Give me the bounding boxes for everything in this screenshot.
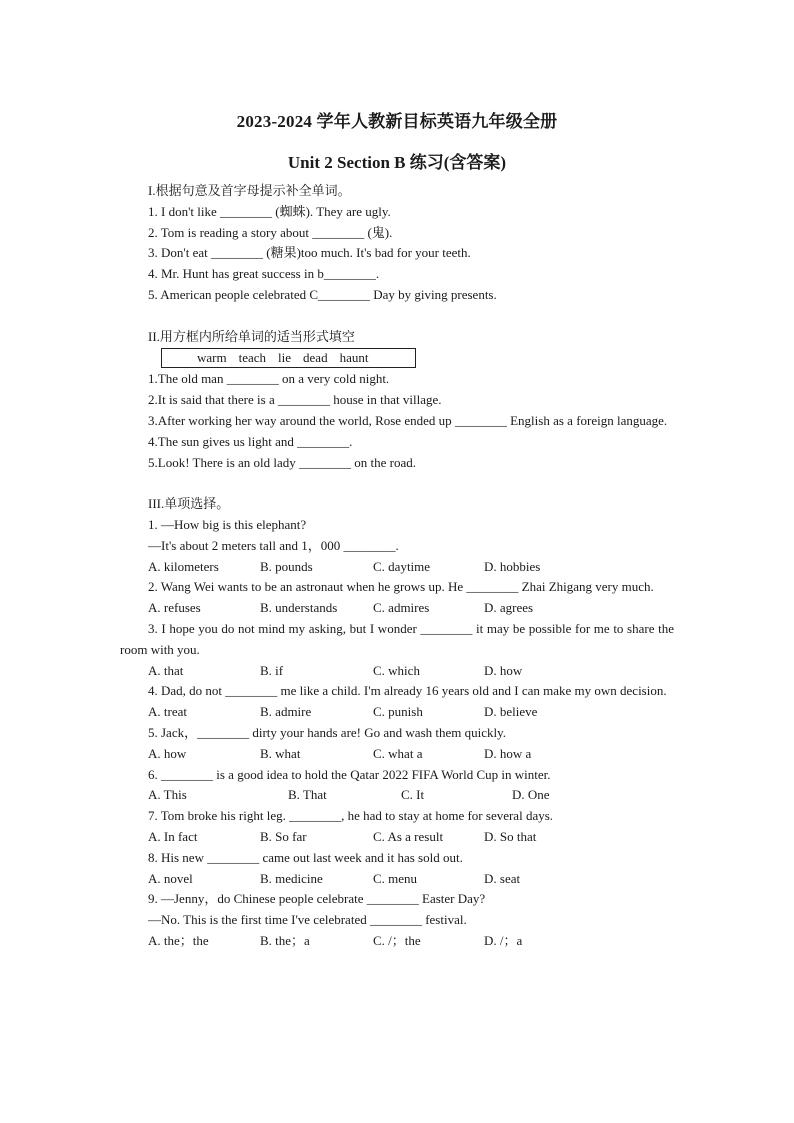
option: A. treat (148, 704, 187, 720)
question-stem: —No. This is the first time I've celebrated ________ festival. (148, 912, 467, 928)
question-stem: 8. His new ________ came out last week and it has sold out. (148, 849, 463, 865)
option: C. punish (373, 704, 423, 720)
answer-options (120, 661, 674, 682)
option: B. what (260, 745, 301, 761)
option: A. that (148, 662, 184, 678)
option: A. refuses (148, 600, 201, 616)
part1-item: 2. Tom is reading a story about ________ (鬼). (148, 224, 393, 240)
answer-options (120, 598, 674, 619)
option: C. admires (373, 600, 430, 616)
option: B. medicine (260, 870, 323, 886)
question-stem: 1. —How big is this elephant? (148, 516, 307, 532)
question-stem: 3. I hope you do not mind my asking, but I wonder ________ it may be possible for me to share the room with you. (120, 620, 674, 657)
question-stem: 7. Tom broke his right leg. ________, he had to stay at home for several days. (148, 808, 554, 824)
option: C. As a result (373, 828, 444, 844)
option: D. hobbies (484, 558, 541, 574)
document-title: 2023-2024 学年人教新目标英语九年级全册 (236, 112, 558, 131)
question-stem: 2. Wang Wei wants to be an astronaut when he grows up. He ________ Zhai Zhigang very much. (148, 579, 654, 595)
word-bank-word: warm (197, 349, 227, 365)
option: C. which (373, 662, 420, 678)
part1-heading: I.根据句意及首字母提示补全单词。 (148, 183, 351, 198)
part2-item: 5.Look! There is an old lady ________ on the road. (148, 454, 417, 470)
question-stem: 6. ________ is a good idea to hold the Qatar 2022 FIFA World Cup in winter. (148, 766, 551, 782)
option: B. So far (260, 828, 307, 844)
option: C. menu (373, 870, 418, 886)
part3-heading: III.单项选择。 (148, 496, 230, 512)
option: C. what a (373, 745, 423, 761)
part2-item: 3.After working her way around the world, Rose ended up ________ English as a foreign language. (148, 412, 668, 428)
part1-item: 3. Don't eat ________ (糖果)too much. It's bad for your teeth. (148, 245, 471, 261)
question-stem: 5. Jack，________ dirty your hands are! Go and wash them quickly. (148, 724, 507, 740)
part2-item: 1.The old man ________ on a very cold night. (148, 371, 390, 387)
worksheet-content (120, 181, 674, 952)
option: A. novel (148, 870, 193, 886)
option: A. This (148, 787, 187, 803)
option: B. the；a (260, 932, 310, 948)
option: D. /；a (484, 932, 523, 948)
option: B. if (260, 662, 284, 678)
part1-item: 4. Mr. Hunt has great success in b________. (148, 266, 380, 282)
option: B. pounds (260, 558, 313, 574)
part2-item: 4.The sun gives us light and ________. (148, 433, 353, 449)
option: D. One (512, 787, 550, 803)
word-bank-word: lie (278, 349, 292, 365)
option: D. So that (484, 828, 537, 844)
word-bank-word: haunt (339, 349, 369, 365)
question-stem: 9. —Jenny，do Chinese people celebrate ________ Easter Day? (148, 891, 486, 907)
option: C. It (401, 787, 425, 803)
part2-item: 2.It is said that there is a ________ house in that village. (148, 392, 442, 408)
question-stem: 4. Dad, do not ________ me like a child. I'm already 16 years old and I can make my own decision. (148, 683, 667, 699)
answer-options (120, 557, 674, 578)
option: B. understands (260, 600, 338, 616)
option: D. agrees (484, 600, 534, 616)
word-bank-word: dead (303, 349, 328, 365)
answer-options (120, 869, 674, 890)
part1-item: 1. I don't like ________ (蜘蛛). They are ugly. (148, 203, 391, 219)
document-subtitle: Unit 2 Section B 练习(含答案) (287, 153, 507, 172)
option: D. how (484, 662, 523, 678)
option: B. admire (260, 704, 312, 720)
part1-item: 5. American people celebrated C________ Day by giving presents. (148, 286, 497, 302)
option: A. the；the (148, 932, 209, 948)
option: B. That (288, 787, 327, 803)
part2-heading: II.用方框内所给单词的适当形式填空 (148, 328, 355, 344)
answer-options (120, 702, 674, 723)
word-bank-box (161, 348, 416, 368)
option: A. kilometers (148, 558, 219, 574)
option: D. believe (484, 704, 538, 720)
option: D. how a (484, 745, 532, 761)
option: C. /；the (373, 932, 421, 948)
answer-options (120, 931, 674, 952)
option: A. how (148, 745, 187, 761)
answer-options (120, 785, 674, 806)
answer-options (120, 744, 674, 765)
option: A. In fact (148, 828, 198, 844)
word-bank-word: teach (238, 349, 267, 365)
question-stem: —It's about 2 meters tall and 1，000 ________. (148, 537, 399, 553)
option: C. daytime (373, 558, 431, 574)
option: D. seat (484, 870, 521, 886)
answer-options (120, 827, 674, 848)
